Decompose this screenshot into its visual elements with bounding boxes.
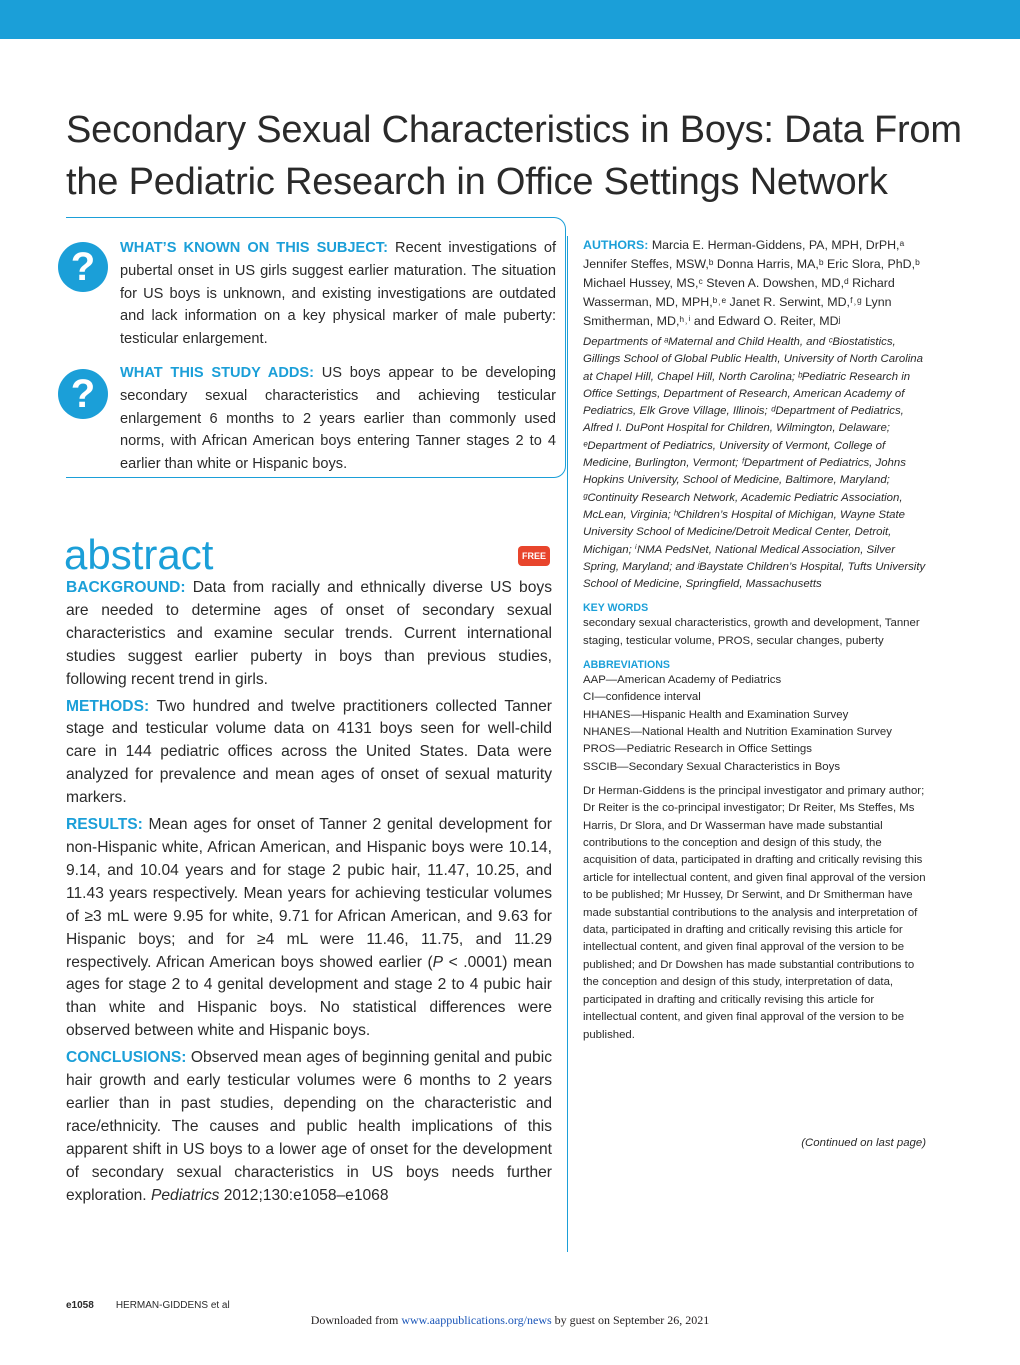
page-number: e1058 [66,1300,94,1311]
conclusions-label: CONCLUSIONS: [66,1049,187,1067]
abstract-methods [66,696,552,811]
running-head: HERMAN-GIDDENS et al [115,1300,230,1311]
abstract-conclusions [66,1047,552,1207]
citation-journal: Pediatrics [150,1186,220,1204]
abstract-body [66,577,552,1211]
methods-text: Two hundred and twelve practitioners collected Tanner stage and testicular volume data on 4131 boys seen for well-child care in 144 pediatric offices across the United States. Data were analyzed for prevalence and mean ages of onset of sexual maturity markers. [66,697,552,807]
background-text: Data from racially and ethnically diverse US boys are needed to determine ages of onset of secondary sexual characteristics and examine secular trends. Current international studies suggest earlier puberty in boys than previous studies, following recent trend in girls. [66,579,552,688]
abbreviations-list [583,672,928,776]
abbreviation-item: SSCIB—Secondary Sexual Characteristics in Boys [583,760,841,773]
authors-text: Marcia E. Herman-Giddens, PA, MPH, DrPH,ᵃ Jennifer Steffes, MSW,ᵇ Donna Harris, MA,ᵇ Eric Slora, PhD,ᵇ Michael Hussey, MS,ᶜ Steven A. Dowshen, MD,ᵈ Richard Wasserman, MD, MPH,ᵇ˒ᵉ Janet R. Serwint, MD,ᶠ˒ᵍ Lynn Smitherman, MD,ʰ˒ⁱ and Edward O. Reiter, MDʲ [583,238,920,328]
keywords: secondary sexual characteristics, growth and development, Tanner staging, testicular volume, PROS, secular changes, puberty [583,617,920,647]
question-mark-icon: ? [58,242,108,292]
study-adds-text: US boys appear to be developing secondary sexual characteristics and achieving testicular enlargement 6 months to 2 years earlier than commonly used norms, with African American boys entering Tanner stages 2 to 4 earlier than white or Hispanic boys. [120,365,556,473]
results-text: Mean ages for onset of Tanner 2 genital development for non-Hispanic white, African American, and Hispanic boys were 10.14, 9.14, and 10.04 years and for stage 2 pubic hair, 11.47, 10.25, and 11.43 years respectively. Mean years for achieving testicular volumes of ≥3 mL were 9.95 for white, 9.71 for African American, and 9.63 for Hispanic boys; and for ≥4 mL were 11.46, 11.75, and 11.29 respectively. African American boys showed earlier ( [66,816,552,971]
whats-known-label: WHAT’S KNOWN ON THIS SUBJECT: [120,240,388,256]
download-notice [0,1313,1020,1328]
results-label: RESULTS: [66,816,143,834]
download-prefix: Downloaded from [310,1313,402,1327]
top-color-band [0,0,1020,39]
study-adds-label: WHAT THIS STUDY ADDS: [120,365,315,381]
affiliations: Departments of ᵃMaternal and Child Health, and ᶜBiostatistics, Gillings School of Global Public Health, University of North Carolina at Chapel Hill, Chapel Hill, North Carolina; ᵇPediatric Research in Office Settings, Department of Research, American Academy of Pediatrics, Elk Grove Village, Illinois; ᵈDepartment of Pediatrics, Alfred I. DuPont Hospital for Children, Wilmington, Delaware; ᵉDepartment of Pediatrics, University of Vermont, College of Medicine, Burlington, Vermont; ᶠDepartment of Pediatrics, Johns Hopkins University, School of Medicine, Baltimore, Maryland; ᵍContinuity Research Network, Academic Pediatric Association, McLean, Virginia; ʰChildren’s Hospital of Michigan, Wayne State University School of Medicine/Detroit Medical Center, Detroit, Michigan; ⁱNMA PedsNet, National Medical Association, Silver Spring, Maryland; and ʲBaystate Children’s Hospital, Tufts University School of Medicine, Springfield, Massachusetts [583,336,926,591]
abbreviation-item: AAP—American Academy of Pediatrics [583,674,782,687]
sidebar [583,236,928,1044]
abbreviation-item: PROS—Pediatric Research in Office Settings [583,743,812,756]
abstract-background [66,577,552,692]
abstract-results [66,814,552,1043]
whats-known-text: Recent investigations of pubertal onset in US girls suggest earlier maturation. The situation for US boys is unknown, and existing investigations are outdated and lack information on a key physical marker of male puberty: testicular enlargement. [120,240,556,348]
methods-label: METHODS: [66,697,150,715]
authors-label: AUTHORS: [583,238,649,252]
continued-note: (Continued on last page) [801,1137,926,1149]
column-divider [567,236,568,1252]
results-p-symbol: P [432,953,444,971]
download-suffix: by guest on September 26, 2021 [551,1313,710,1327]
abbreviations-label: ABBREVIATIONS [583,659,670,672]
abbreviation-item: NHANES—National Health and Nutrition Examination Survey [583,725,892,738]
abstract-heading: abstract [64,531,214,578]
results-text-continued: < .0001) mean ages for stage 2 to 4 genital development and stage 2 to 4 pubic hair than white and Hispanic boys. No statistical differences were observed between white and Hispanic boys. [66,953,552,1040]
whats-known-paragraph [120,237,556,351]
study-adds-paragraph [120,362,556,476]
article-title: Secondary Sexual Characteristics in Boys: Data From the Pediatric Research in Office Settings Network [66,109,962,203]
conclusions-text: Observed mean ages of beginning genital and pubic hair growth and early testicular volumes were 6 months to 2 years earlier than in past studies, depending on the characteristic and race/ethnicity. The causes and public health implications of this apparent shift in US boys to a lower age of onset for the development of secondary sexual characteristics in US boys needs further exploration. [66,1049,552,1204]
author-contributions: Dr Herman-Giddens is the principal investigator and primary author; Dr Reiter is the co-principal investigator; Dr Reiter, Ms Steffes, Ms Harris, Dr Slora, and Dr Wasserman have made substantial contributions to the conception and design of this study, the acquisition of data, participated in drafting and critically revising this article for intellectual content, and given final approval of the version to be published; Mr Hussey, Dr Serwint, and Dr Smitherman have made substantial contributions to the analysis and interpretation of data, participated in drafting and critically revising this article for intellectual content, and given final approval of the version to be published; and Dr Dowshen has made substantial contributions to the conception and design of this study, interpretation of data, participated in drafting and critically revising this article for intellectual content, and given final approval of the version to be published. [583,784,926,1041]
download-link[interactable]: www.aappublications.org/news [401,1313,552,1327]
page-footer [66,1300,230,1311]
abbreviation-item: CI—confidence interval [583,691,701,704]
authors [583,236,928,331]
free-badge: FREE [518,546,550,566]
citation-details: 2012;130:e1058–e1068 [219,1186,389,1204]
abbreviation-item: HHANES—Hispanic Health and Examination Survey [583,708,849,721]
question-mark-icon: ? [58,369,108,419]
background-label: BACKGROUND: [66,579,186,596]
keywords-label: KEY WORDS [583,602,649,615]
